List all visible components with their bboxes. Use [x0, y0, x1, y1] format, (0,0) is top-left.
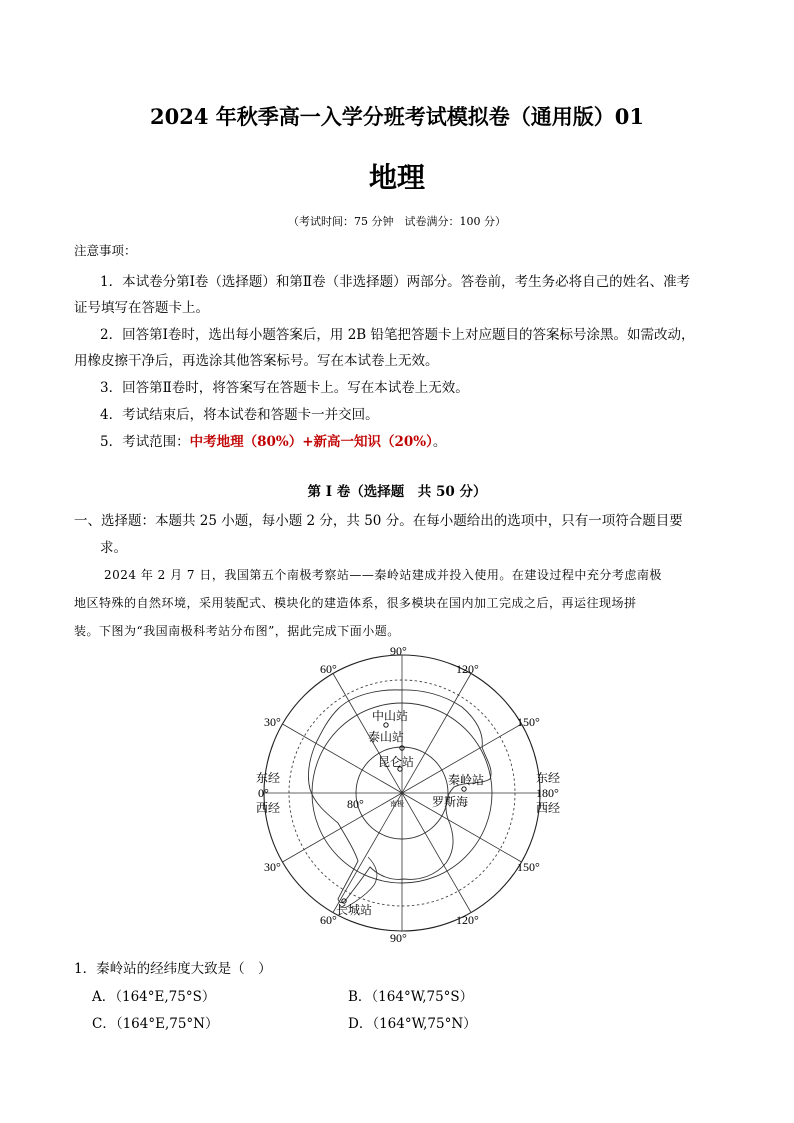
meridian-lines: [264, 655, 540, 931]
note-item-1-line-2: 证号填写在答题卡上。: [74, 300, 209, 316]
label-90-bottom: 90°: [390, 931, 407, 945]
label-80: 80°: [347, 797, 364, 811]
zhongshan-marker: [384, 723, 388, 727]
label-west-right: 西经: [536, 801, 560, 815]
station-label-zhongshan: 中山站: [372, 709, 409, 723]
label-180: 180°: [536, 786, 559, 800]
station-label-kunlun: 昆仑站: [378, 755, 415, 769]
subject-title: 地理: [368, 161, 425, 194]
ross-sea-label: 罗斯海: [432, 795, 469, 809]
station-label-qinling: 秦岭站: [448, 773, 485, 787]
label-60-bottom: 60°: [320, 913, 337, 927]
label-150-bottom: 150°: [517, 860, 540, 874]
station-label-taishan: 泰山站: [368, 730, 405, 744]
label-90-top: 90°: [390, 644, 407, 658]
label-west-left: 西经: [256, 801, 281, 815]
label-30-top: 30°: [264, 715, 281, 729]
note-item-2-line-2: 用橡皮擦干净后，再选涂其他答案标号。写在本试卷上无效。: [74, 353, 439, 369]
section-instruction-line-1: 一、选择题：本题共 25 小题，每小题 2 分，共 50 分。在每小题给出的选项中，只有一项符合题目要: [74, 513, 683, 529]
station-label-changcheng: 长城站: [336, 903, 373, 917]
option-b[interactable]: B．（164°W,75°S）: [348, 989, 474, 1005]
label-120-top: 120°: [456, 662, 479, 676]
question-1-stem: 1．秦岭站的经纬度大致是（ ）: [74, 961, 272, 977]
option-c[interactable]: C．（164°E,75°N）: [92, 1016, 219, 1032]
label-150-top: 150°: [517, 715, 540, 729]
exam-scope: 中考地理（80%）+新高一知识（20%）: [189, 434, 433, 450]
section-instruction-line-2: 求。: [100, 540, 127, 556]
note-item-1-line-1: 1．本试卷分第Ⅰ卷（选择题）和第Ⅱ卷（非选择题）两部分。答卷前，考生务必将自己的姓名、准考: [100, 274, 691, 290]
exam-info: （考试时间：75 分钟 试卷满分：100 分）: [288, 215, 506, 228]
note-item-5-suffix: 。: [432, 434, 447, 450]
label-east-right: 东经: [536, 771, 560, 785]
exam-title: 2024 年秋季高一入学分班考试模拟卷（通用版）01: [150, 104, 644, 129]
label-60-top: 60°: [320, 662, 337, 676]
label-30-bottom: 30°: [264, 860, 281, 874]
antarctic-station-map: [250, 643, 560, 947]
note-item-5: [100, 430, 446, 450]
option-a[interactable]: A．（164°E,75°S）: [92, 989, 216, 1005]
label-east-left: 东经: [256, 771, 281, 785]
option-d[interactable]: D．（164°W,75°N）: [348, 1016, 477, 1032]
passage-line-2: 地区特殊的自然环境，采用装配式、模块化的建造体系，很多模块在国内加工完成之后，再运往现场拼: [74, 596, 637, 610]
note-item-3: 3．回答第Ⅱ卷时，将答案写在答题卡上。写在本试卷上无效。: [100, 380, 469, 396]
passage-line-3: 装。下图为“我国南极科考站分布图”，据此完成下面小题。: [74, 624, 400, 638]
label-120-bottom: 120°: [456, 913, 479, 927]
qinling-marker: [462, 787, 466, 791]
notes-heading: 注意事项：: [74, 243, 137, 258]
note-item-4: 4．考试结束后，将本试卷和答题卡一并交回。: [100, 407, 379, 423]
passage-line-1: 2024 年 2 月 7 日，我国第五个南极考察站——秦岭站建成并投入使用。在建设过程中充分考虑南极: [104, 568, 662, 582]
note-item-5-prefix: 5．考试范围：: [100, 434, 190, 450]
label-south-pole: 南极: [390, 800, 404, 808]
label-0: 0°: [258, 786, 269, 800]
section-title: 第 I 卷（选择题 共 50 分）: [307, 484, 487, 500]
note-item-2-line-1: 2．回答第Ⅰ卷时，选出每小题答案后，用 2B 铅笔把答题卡上对应题目的答案标号涂黑。如需改动，: [100, 327, 695, 343]
